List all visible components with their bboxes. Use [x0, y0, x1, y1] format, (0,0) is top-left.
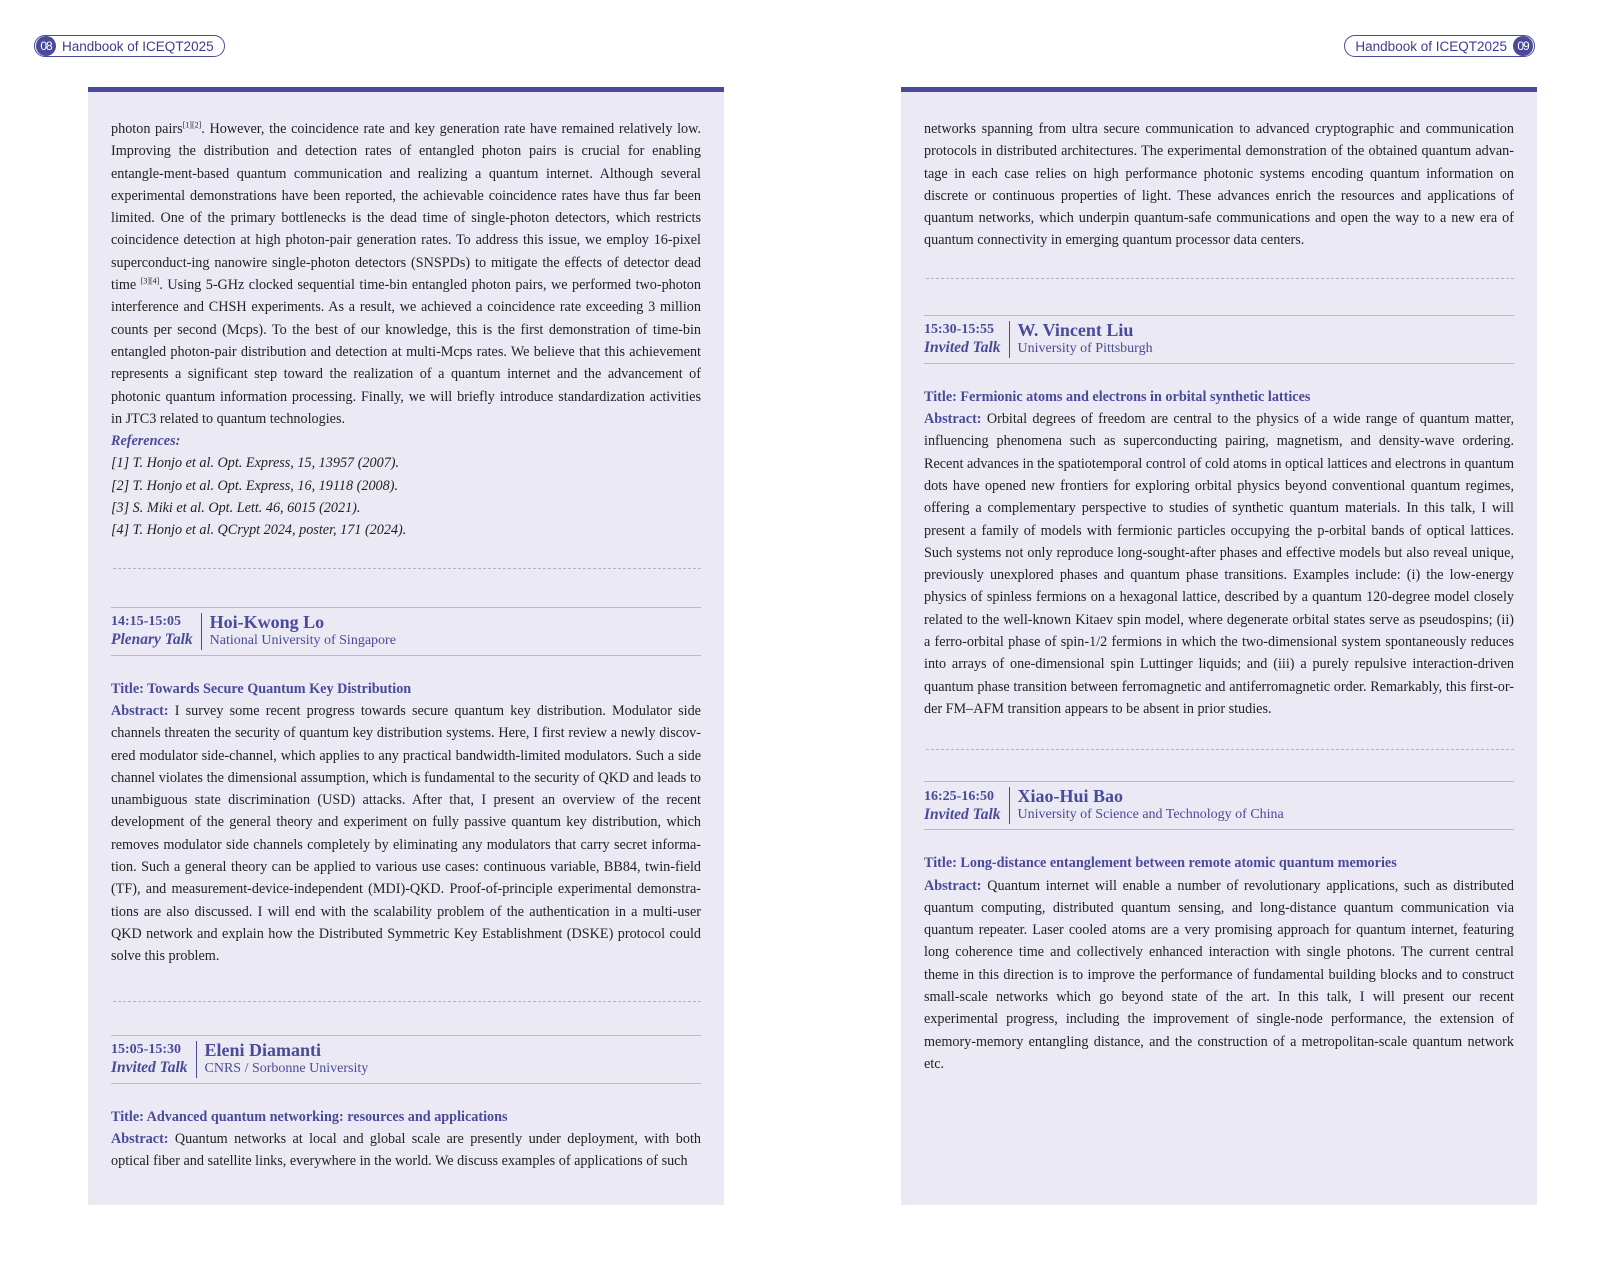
talk-abstract: Abstract: Orbital degrees of freedom are central to the physics of a wide range of quantum matter, influencing phenomena such as superconducting pairing, magnetism, and density-wave ordering. Recent advances in the spatiotemporal control of cold atoms in optical lattices and electrons in quantum dots have opened new frontiers for exploring orbital physics beyond conventional quantum regimes, offering a complementary perspective to studies of synthetic quantum materials. In this talk, I will present a family of models with fermionic particles occupying the p-orbital bands of optical lattices. Such systems not only reproduce long-sought-after phases and effective models but also reveal unique, previously unexplored phases and quantum phase transitions. Examples include: (i) the low-energy physics of spinless fermions on a hexagonal lattice, described by a quantum 120-degree model closely related to the well-known Kitaev spin model, where degenerate orbital states serve as pseudospins; (ii) a ferro-orbital phase of spin-1/2 fermions in which the two-dimensional system spontaneously reduces into arrays of one-dimensional spin Luttinger liquids; and (iii) a purely repulsive interaction-driven quantum phase transition between ferromagnetic and antiferromagnetic order. Remarkably, this first-or-der FM–AFM transition appears to be absent in prior studies.: [924, 411, 1514, 717]
dotted-separator: [926, 278, 1514, 279]
reference-item: [2] T. Honjo et al. Opt. Express, 16, 19118 (2008).: [111, 477, 399, 494]
talk-header: [924, 781, 1514, 830]
talk-meta: [111, 1041, 196, 1077]
talk-meta: [924, 788, 1009, 824]
speaker-info: [1009, 787, 1284, 824]
talk-title: Title: Long-distance entanglement between remote atomic quantum memories: [924, 855, 1397, 872]
speaker-name: Eleni Diamanti: [204, 1039, 322, 1060]
citation: [1][2]: [182, 120, 202, 130]
speaker-affiliation: University of Science and Technology of China: [1017, 807, 1284, 823]
page-number-badge: 09: [1513, 36, 1533, 56]
dotted-separator: [926, 749, 1514, 750]
intro-paragraph: photon pairs[1][2]. However, the coincidence rate and key generation rate have remained relatively low. Improving the distribution and detection rates of entangled photon pairs is crucial for enabling entangle-ment-based quantum communication and realizing a quantum internet. Although several experimental demonstrations have been reported, the achievable coincidence rates have thus far been limited. One of the primary bottlenecks is the dead time of single-photon detectors, which restricts coincidence detection at high photon-pair generation rates. To address this issue, we employ 16-pixel superconduct-ing nanowire single-photon detectors (SNSPDs) to mitigate the effects of detector dead time [3][4]. Using 5-GHz clocked sequential time-bin entangled photon pairs, we performed two-photon interference and CHSH experiments. As a result, we achieved a coincidence rate exceeding 3 million counts per second (Mcps). To the best of our knowledge, this is the first demonstration of time-bin entangled photon-pair distribution and detection at multi-Mcps rates. We believe that this achievement represents a significant step toward the realization of a quantum internet and the advancement of photonic quantum information processing. Finally, we will briefly introduce standardization activities in JTC3 related to quantum technologies.: [111, 120, 701, 427]
talk-type: Plenary Talk: [111, 631, 193, 649]
talk-header: [924, 315, 1514, 364]
talk-time: 14:15-15:05: [111, 614, 181, 630]
abstract-label: Abstract:: [111, 1130, 169, 1147]
talk-header: [111, 1035, 701, 1084]
speaker-name: Xiao-Hui Bao: [1017, 786, 1124, 807]
talk-abstract: Abstract: Quantum internet will enable a number of revolutionary applications, such as distributed quantum computing, distributed quantum sensing, and long-distance quantum communication via quantum repeater. Laser cooled atoms are a very promising approach for quantum internet, featuring long coherence time and collectively enhanced interaction with single photons. The current central theme in this direction is to improve the performance of fundamental building blocks and to construct small-scale networks which go beyond state of the art. In this talk, I will present our recent experimental progress, including the improvement of single-node performance, the extension of memory-memory entangling distance, and the construction of a metropolitan-scale quantum network etc.: [924, 877, 1514, 1072]
talk-title: Title: Advanced quantum networking: resources and applications: [111, 1108, 508, 1125]
continued-paragraph: networks spanning from ultra secure communication to advanced cryptographic and communication protocols in distributed architectures. The experimental demonstration of the obtained quantum advan-tage in each case relies on high performance photonic systems encoding quantum information on discrete or continuous properties of light. These advances enrich the resources and applications of quantum networks, which underpin quantum-safe communications and open the way to a new era of quantum connectivity in emerging quantum processor data centers.: [924, 121, 1514, 249]
dotted-separator: [113, 568, 701, 569]
talk-header: [111, 607, 701, 656]
left-page-panel: [88, 87, 724, 1205]
talk-meta: [111, 613, 201, 649]
talk-type: Invited Talk: [111, 1059, 188, 1076]
talk-time: 15:30-15:55: [924, 322, 994, 338]
speaker-name: W. Vincent Liu: [1017, 319, 1134, 340]
header-label: Handbook of ICEQT2025: [62, 38, 214, 54]
talk-meta: [924, 321, 1009, 357]
talk-title: Title: Towards Secure Quantum Key Distribution: [111, 680, 412, 697]
talk-time: 16:25-16:50: [924, 788, 994, 804]
talk-abstract: Abstract: I survey some recent progress towards secure quantum key distribution. Modulator side channels threaten the security of quantum key distribution systems. Here, I first review a newly discov-ered modulator side-channel, which applies to any practical bandwidth-limited modulators. Such a side channel violates the dimensional assumption, which is fundamental to the security of QKD and leads to unambiguous state discrimination (USD) attacks. After that, I present an overview of the recent development of the general theory and experiment on fully passive quantum key distribution, which removes modulator side channels completely by eliminating any modulators that carry secret informa-tion. Such a general theory can be applied to various use cases: continuous variable, BB84, twin-field (TF), and measurement-device-independent (MDI)-QKD. Proof-of-principle experimental demonstra-tions are also discussed. I will end with the scalability problem of the authentication in a multi-user QKD network and explain how the Distributed Symmetric Key Establishment (DSKE) protocol could solve this problem.: [111, 702, 701, 965]
talk-title: Title: Fermionic atoms and electrons in orbital synthetic lattices: [924, 388, 1311, 405]
speaker-info: [201, 613, 396, 650]
right-page-panel: [901, 87, 1537, 1205]
page-header-left: [34, 35, 225, 57]
talk-abstract: Abstract: Quantum networks at local and global scale are presently under deployment, with both optical fiber and satellite links, everywhere in the world. We discuss examples of applications of such: [111, 1130, 701, 1170]
dotted-separator: [113, 1001, 701, 1002]
talk-time: 15:05-15:30: [111, 1042, 181, 1057]
speaker-affiliation: CNRS / Sorbonne University: [204, 1060, 369, 1076]
page-header-right: [1344, 35, 1535, 57]
header-label: Handbook of ICEQT2025: [1355, 38, 1507, 54]
abstract-label: Abstract:: [924, 411, 982, 428]
abstract-label: Abstract:: [111, 702, 169, 719]
citation: [3][4]: [140, 276, 160, 286]
page-number-badge: 08: [36, 36, 56, 56]
reference-item: [3] S. Miki et al. Opt. Lett. 46, 6015 (2021).: [111, 500, 361, 517]
speaker-affiliation: University of Pittsburgh: [1017, 340, 1153, 356]
reference-item: [4] T. Honjo et al. QCrypt 2024, poster, 171 (2024).: [111, 522, 407, 539]
abstract-label: Abstract:: [924, 877, 982, 894]
speaker-info: [1009, 321, 1153, 358]
reference-item: [1] T. Honjo et al. Opt. Express, 15, 13957 (2007).: [111, 455, 400, 472]
speaker-info: [196, 1041, 369, 1078]
talk-type: Invited Talk: [924, 805, 1001, 823]
references-heading: References:: [111, 433, 181, 450]
talk-type: Invited Talk: [924, 339, 1001, 357]
speaker-affiliation: National University of Singapore: [209, 632, 396, 648]
speaker-name: Hoi-Kwong Lo: [209, 611, 325, 632]
